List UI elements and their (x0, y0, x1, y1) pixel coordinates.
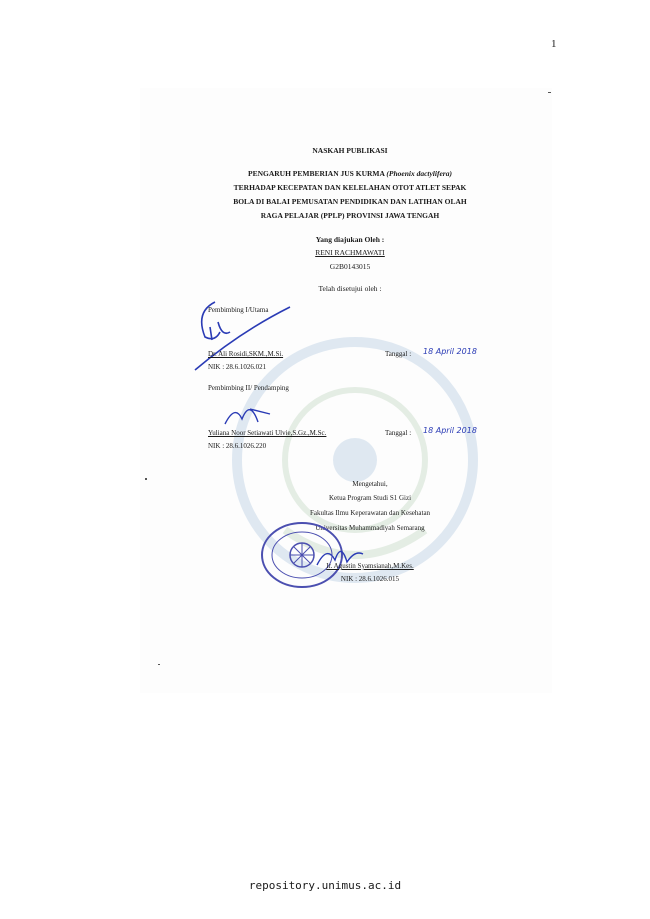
scan-speck (145, 478, 147, 480)
university-name: Universitas Muhammadiyah Semarang (315, 524, 425, 532)
title-line-1-text: PENGARUH PEMBERIAN JUS KURMA (248, 169, 387, 178)
acknowledged-label: Mengetahui, (352, 480, 388, 488)
supervisor1-role: Pembimbing I/Utama (208, 306, 269, 314)
supervisor2-signature (220, 394, 280, 430)
scan-speck (158, 664, 160, 665)
head-name: Ir. Agustin Syamsianah,M.Kes. (326, 562, 414, 570)
head-nik: NIK : 28.6.1026.015 (340, 575, 400, 583)
supervisor2-name: Yuliana Noor Setiawati Ulvie,S.Gz.,M.Sc. (208, 429, 327, 437)
supervisor1-date-handwritten: 18 April 2018 (423, 347, 477, 356)
repository-footer: repository.unimus.ac.id (248, 879, 402, 892)
title-latin-name: (Phoenix dactylifera) (386, 169, 452, 178)
faculty-name: Fakultas Ilmu Keperawatan dan Kesehatan (309, 509, 431, 517)
supervisor2-date-label: Tanggal : (385, 429, 412, 437)
title-line-3: BOLA DI BALAI PEMUSATAN PENDIDIKAN DAN LATIHAN OLAH (233, 197, 467, 206)
submitted-by-label: Yang diajukan Oleh : (315, 235, 385, 244)
title-line-4: RAGA PELAJAR (PPLP) PROVINSI JAWA TENGAH (260, 211, 440, 220)
title-line-1 (150, 168, 550, 179)
supervisor2-role: Pembimbing II/ Pendamping (208, 384, 289, 392)
author-name: RENI RACHMAWATI (315, 248, 385, 257)
scan-speck (548, 92, 551, 93)
supervisor1-name: Dr. Ali Rosidi,SKM.,M.Si. (208, 350, 284, 358)
supervisor1-date-label: Tanggal : (385, 350, 412, 358)
heading: NASKAH PUBLIKASI (312, 146, 388, 155)
supervisor1-nik: NIK : 28.6.1026.021 (208, 363, 267, 371)
approved-by-label: Telah disetujui oleh : (318, 284, 382, 293)
supervisor1-signature (190, 292, 300, 372)
head-title: Ketua Program Studi S1 Gizi (328, 494, 412, 502)
page-number: 1 (551, 38, 557, 50)
supervisor2-nik: NIK : 28.6.1026.220 (208, 442, 267, 450)
author-id: G2B0143015 (329, 262, 371, 271)
supervisor2-date-handwritten: 18 April 2018 (423, 426, 477, 435)
title-line-2: TERHADAP KECEPATAN DAN KELELAHAN OTOT ATLET SEPAK (233, 183, 467, 192)
